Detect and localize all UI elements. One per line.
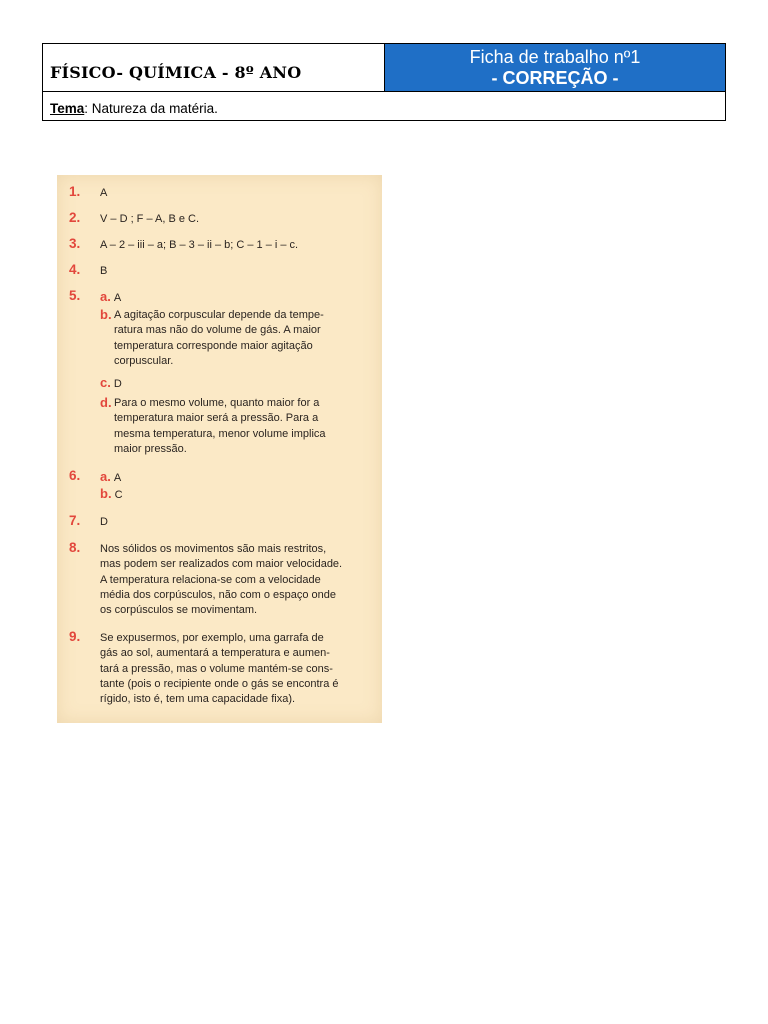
text-line: temperatura maior será a pressão. Para a (114, 412, 319, 425)
text-line: Nos sólidos os movimentos são mais restritos, (100, 543, 327, 555)
text-line: maior pressão. (114, 442, 187, 455)
text-line: corpuscular. (114, 354, 174, 367)
header-table (42, 43, 726, 121)
answer-text (100, 542, 368, 618)
sub-label: c. (100, 375, 111, 390)
answer-number: 5. (69, 288, 81, 303)
header-divider (43, 91, 725, 92)
sub-text: A (113, 472, 122, 484)
sub-text (114, 308, 370, 369)
sub-label: b. (100, 307, 112, 322)
answer-text: A – 2 – iii – a; B – 3 – ii – b; C – 1 – i – c. (100, 239, 299, 251)
sub-text: A (113, 292, 122, 304)
text-line: tará a pressão, mas o volume mantém-se cons- (100, 662, 333, 675)
topic-row (50, 101, 218, 116)
answer-number: 7. (69, 513, 81, 528)
sheet-title: Ficha de trabalho nº1 (469, 47, 641, 67)
answer-text: V – D ; F – A, B e C. (100, 213, 200, 225)
answer-text: B (100, 265, 108, 277)
answer-6b (100, 486, 123, 503)
answer-6a (100, 469, 121, 486)
sub-label: a. (100, 469, 111, 484)
text-line: tante (pois o recipiente onde o gás se encontra é (100, 677, 339, 690)
sub-label: a. (100, 289, 111, 304)
text-line: gás ao sol, aumentará a temperatura e aumen- (100, 647, 330, 660)
sub-label: b. (100, 486, 112, 501)
answer-8 (69, 540, 369, 620)
answer-number: 2. (69, 210, 81, 225)
subject-cell (43, 44, 385, 91)
text-line: rígido, isto é, tem uma capacidade fixa). (100, 693, 296, 706)
text-line: A agitação corpuscular depende da tempe- (114, 309, 324, 321)
sheet-title-cell (385, 44, 725, 91)
answer-number: 1. (69, 184, 81, 199)
text-line: temperatura corresponde maior agitação (114, 339, 313, 352)
answer-text: A (100, 187, 108, 199)
answer-number: 8. (69, 540, 81, 555)
topic-key: Tema (50, 101, 85, 116)
answer-text (100, 631, 368, 707)
answer-number: 4. (69, 262, 81, 277)
text-line: mesma temperatura, menor volume implica (114, 427, 326, 440)
answer-text: D (100, 516, 108, 528)
text-line: mas podem ser realizados com maior velocidade. (100, 558, 343, 571)
answers-scan (57, 175, 382, 723)
topic-value: : Natureza da matéria. (84, 101, 218, 116)
text-line: Para o mesmo volume, quanto maior for a (114, 397, 320, 409)
answer-number: 9. (69, 629, 81, 644)
text-line: A temperatura relaciona-se com a velocidade (100, 573, 321, 586)
sub-text (114, 396, 370, 457)
sub-text: C (114, 489, 123, 501)
answer-5a (100, 289, 121, 306)
sub-text: D (113, 378, 122, 390)
answer-number: 6. (69, 468, 81, 483)
text-line: os corpúsculos se movimentam. (100, 604, 258, 617)
answer-5 (69, 288, 369, 468)
text-line: ratura mas não do volume de gás. A maior (114, 324, 321, 337)
answer-number: 3. (69, 236, 81, 251)
answer-5c (100, 375, 122, 392)
correction-label: - CORREÇÃO - (491, 68, 619, 88)
text-line: média dos corpúsculos, não com o espaço onde (100, 588, 337, 601)
answer-9 (69, 629, 369, 714)
text-line: Se expusermos, por exemplo, uma garrafa de (100, 632, 324, 644)
answer-6 (69, 468, 369, 508)
subject-title: FÍSICO- QUÍMICA - 8º ANO (50, 63, 302, 82)
sub-label: d. (100, 395, 112, 410)
